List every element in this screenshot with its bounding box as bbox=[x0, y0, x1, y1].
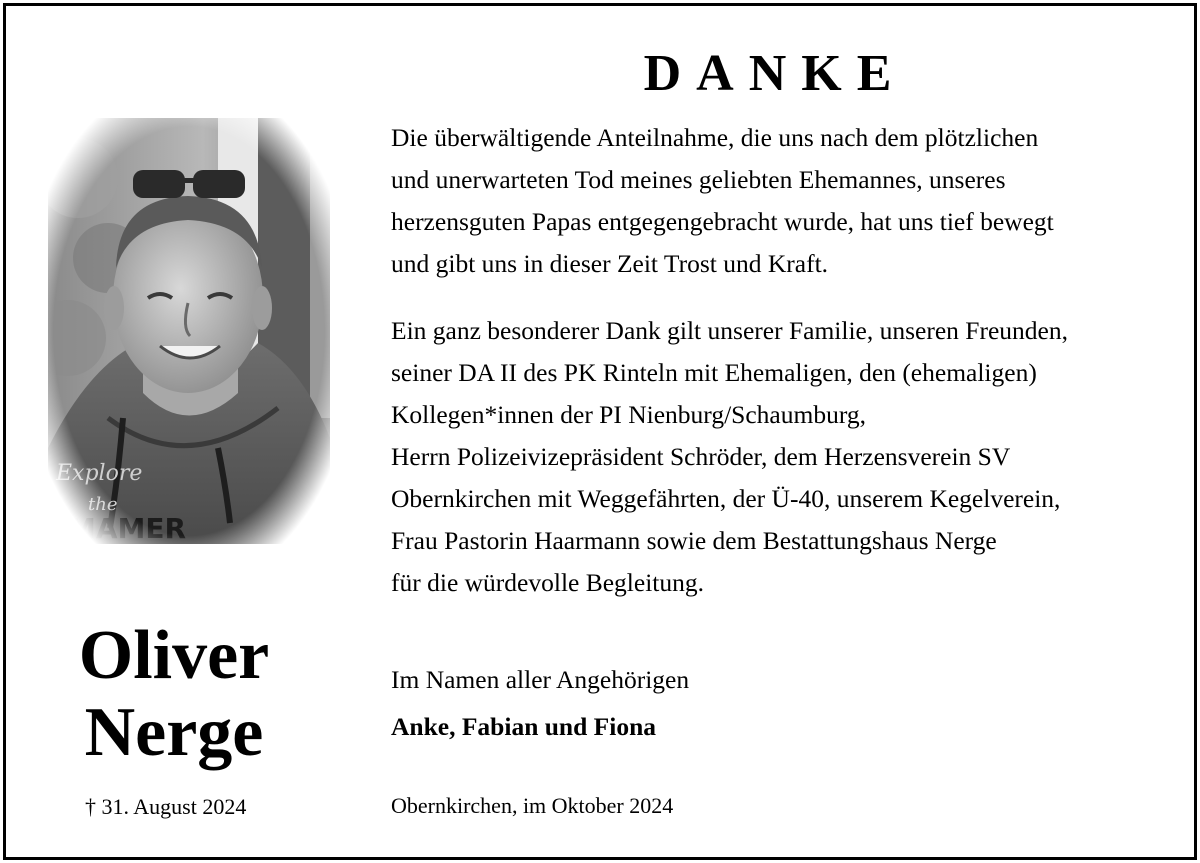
notice-heading: DANKE bbox=[643, 45, 907, 102]
place-date: Obernkirchen, im Oktober 2024 bbox=[391, 793, 674, 818]
thanks-paragraph-2 bbox=[391, 310, 1181, 604]
thanks-paragraph-1 bbox=[391, 117, 1181, 285]
text-line: Obernkirchen mit Weggefährten, der Ü-40, unserem Kegelverein, bbox=[391, 484, 1061, 513]
death-date: † 31. August 2024 bbox=[85, 794, 247, 819]
text-line: Herrn Polizeivizepräsident Schröder, dem Herzensverein SV bbox=[391, 442, 1011, 471]
closing-line: Im Namen aller Angehörigen bbox=[391, 665, 690, 694]
text-line: herzensguten Papas entgegengebracht wurde, hat uns tief bewegt bbox=[391, 207, 1054, 236]
text-line: Kollegen*innen der PI Nienburg/Schaumburg, bbox=[391, 400, 866, 429]
deceased-first-name: Oliver bbox=[78, 617, 270, 694]
text-line: Ein ganz besonderer Dank gilt unserer Familie, unseren Freunden, bbox=[391, 316, 1068, 345]
portrait-photo bbox=[48, 118, 330, 544]
text-line: Die überwältigende Anteilnahme, die uns nach dem plötzlichen bbox=[391, 123, 1039, 152]
deceased-last-name: Nerge bbox=[84, 694, 264, 771]
text-line: Frau Pastorin Haarmann sowie dem Bestattungshaus Nerge bbox=[391, 526, 997, 555]
text-line: und unerwarteten Tod meines geliebten Ehemannes, unseres bbox=[391, 165, 1006, 194]
text-line: seiner DA II des PK Rinteln mit Ehemaligen, den (ehemaligen) bbox=[391, 358, 1037, 387]
text-line: und gibt uns in dieser Zeit Trost und Kraft. bbox=[391, 249, 829, 278]
signatories: Anke, Fabian und Fiona bbox=[391, 712, 657, 741]
text-line: für die würdevolle Begleitung. bbox=[391, 568, 704, 597]
